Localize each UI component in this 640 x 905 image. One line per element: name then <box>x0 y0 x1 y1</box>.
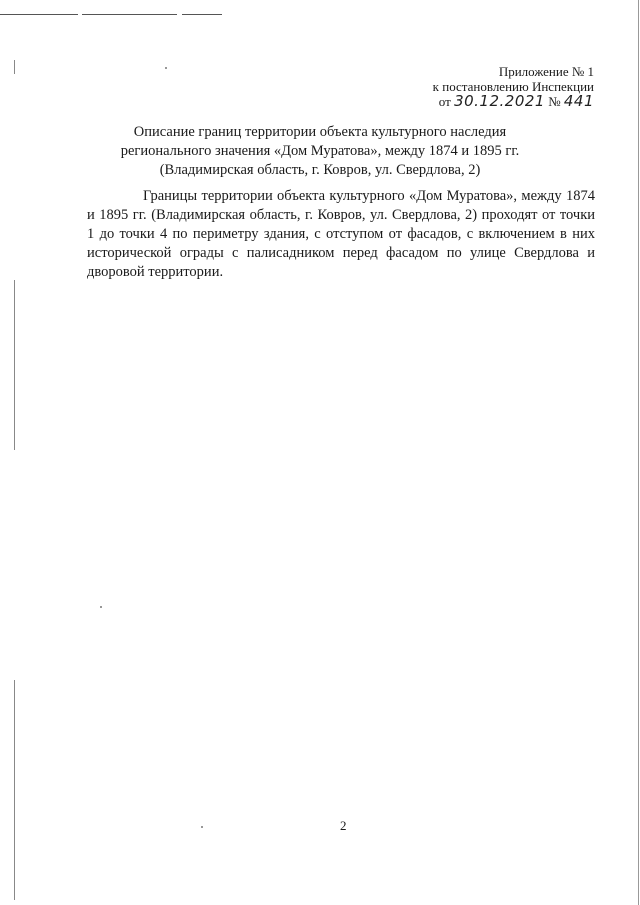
scan-speck <box>100 606 102 608</box>
scan-speck <box>201 826 203 828</box>
handwritten-date: 30.12.2021 <box>454 92 545 110</box>
page-number: 2 <box>340 818 347 833</box>
title-line: (Владимирская область, г. Ковров, ул. Свердлова, 2) <box>159 162 481 178</box>
appendix-title: Приложение № 1 <box>498 64 594 79</box>
document-title <box>90 123 550 180</box>
title-line: регионального значения «Дом Муратова», между 1874 и 1895 гг. <box>120 143 520 159</box>
appendix-date-line <box>433 94 594 109</box>
scan-edge-line <box>0 14 78 15</box>
number-prefix: № <box>548 94 561 109</box>
scan-edge-line <box>14 60 15 74</box>
body-paragraph: Границы территории объекта культурного «Дом Муратова», между 1874 и 1895 гг. (Владимирская область, г. Ковров, ул. Свердлова, 2) проходят от точки 1 до точки 4 по периметру здания, с отступом от фасадов, с включением в них исторической ограды с палисадником перед фасадом по улице Свердлова и дворовой территории. <box>87 188 595 280</box>
scan-edge-line <box>638 0 639 905</box>
handwritten-number: 441 <box>563 92 594 110</box>
appendix-header <box>433 64 594 109</box>
scan-edge-line <box>182 14 222 15</box>
scan-edge-line <box>14 280 15 450</box>
scan-speck <box>165 67 167 69</box>
scan-edge-line <box>82 14 177 15</box>
appendix-resolution: к постановлению Инспекции <box>432 79 594 94</box>
scan-edge-line <box>14 680 15 900</box>
title-line: Описание границ территории объекта культурного наследия <box>133 124 507 140</box>
date-prefix: от <box>438 94 451 109</box>
